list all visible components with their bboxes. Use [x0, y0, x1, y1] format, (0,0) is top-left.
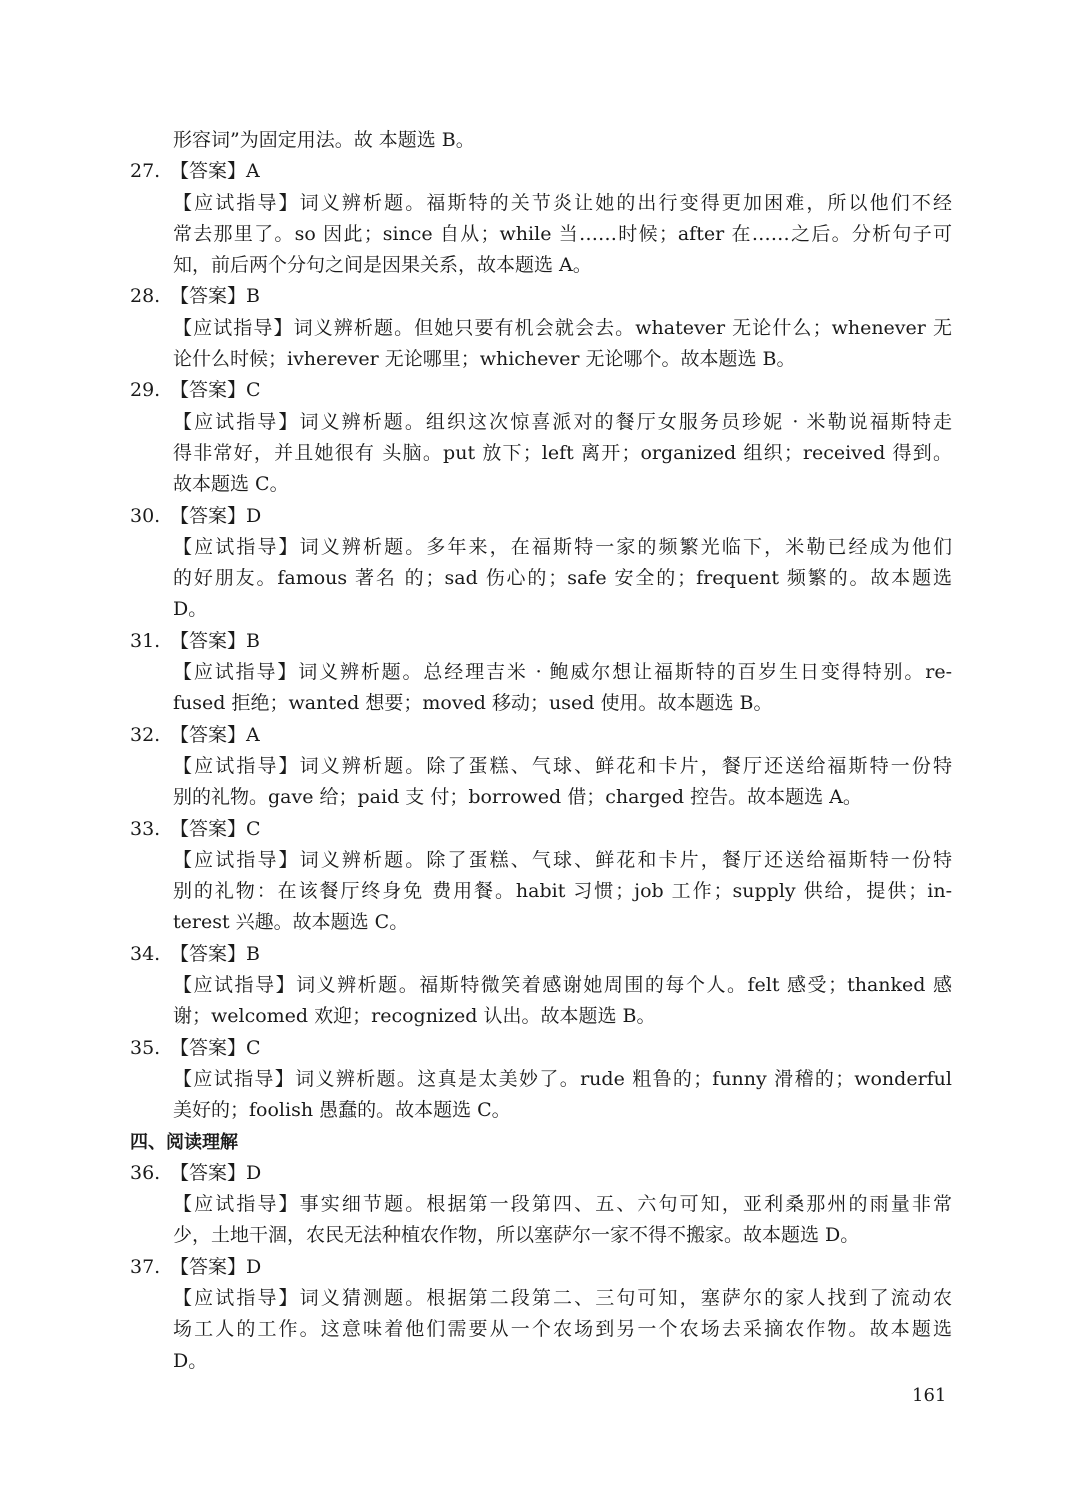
- answer-item: [130, 1252, 952, 1377]
- answer-label: 【答案】B: [170, 942, 260, 965]
- question-number: 34.: [130, 942, 161, 965]
- answer-line: [130, 720, 952, 751]
- question-number: 33.: [130, 817, 161, 840]
- question-number: 27.: [130, 160, 161, 183]
- guide-line: 【应试指导】词义辨析题。除了蛋糕、气球、鲜花和卡片，餐厅还送给福斯特一份特: [173, 754, 952, 777]
- answer-list: [130, 156, 952, 1126]
- question-number: 32.: [130, 723, 161, 746]
- answer-label: 【答案】B: [170, 285, 260, 308]
- question-number: 35.: [130, 1036, 161, 1059]
- answer-item: [130, 501, 952, 626]
- guide-line: 【应试指导】词义辨析题。这真是太美妙了。rude 粗鲁的；funny 滑稽的；wonderful: [173, 1067, 952, 1090]
- answer-line: [130, 156, 952, 187]
- guide-line: 的好朋友。famous 著名 的；sad 伤心的；safe 安全的；frequent 频繁的。故本题选: [173, 567, 952, 590]
- guide-line: 故本题选 C。: [173, 473, 289, 496]
- answer-line: [130, 501, 952, 532]
- question-number: 31.: [130, 629, 161, 652]
- guide-line: 少，土地干涸，农民无法种植农作物，所以塞萨尔一家不得不搬家。故本题选 D。: [173, 1224, 860, 1247]
- question-number: 30.: [130, 504, 161, 527]
- guide-line: 【应试指导】事实细节题。根据第一段第四、五、六句可知，亚利桑那州的雨量非常: [173, 1193, 952, 1216]
- answer-item: [130, 939, 952, 1033]
- answer-item: [130, 281, 952, 375]
- page-content: [130, 125, 952, 1377]
- answer-item: [130, 156, 952, 281]
- answer-line: [130, 375, 952, 406]
- guide-line: 别的礼物。gave 给；paid 支 付；borrowed 借；charged 控告。故本题选 A。: [173, 786, 862, 809]
- guide-line: terest 兴趣。故本题选 C。: [173, 911, 409, 934]
- question-number: 36.: [130, 1161, 161, 1184]
- guide-line: 【应试指导】词义辨析题。但她只要有机会就会去。whatever 无论什么；whenever 无: [173, 316, 952, 339]
- guide-line: 谢；welcomed 欢迎；recognized 认出。故本题选 B。: [173, 1005, 656, 1028]
- answer-line: [130, 1158, 952, 1189]
- answer-label: 【答案】A: [170, 723, 260, 746]
- section-heading: 四、阅读理解: [130, 1131, 238, 1153]
- guide-line: 【应试指导】词义辨析题。总经理吉米 · 鲍威尔想让福斯特的百岁生日变得特别。re-: [173, 661, 952, 684]
- question-number: 37.: [130, 1255, 161, 1278]
- guide-line: 常去那里了。so 因此；since 自从；while 当……时候；after 在……之后。分析句子可: [173, 222, 952, 245]
- guide-line: 【应试指导】词义辨析题。福斯特的关节炎让她的出行变得更加困难，所以他们不经: [173, 191, 952, 214]
- answer-item: [130, 720, 952, 814]
- guide-line: 场工人的工作。这意味着他们需要从一个农场到另一个农场去采摘农作物。故本题选: [173, 1318, 952, 1341]
- answer-line: [130, 939, 952, 970]
- question-number: 29.: [130, 379, 161, 402]
- answer-label: 【答案】C: [170, 817, 261, 840]
- guide-line: 【应试指导】词义辨析题。多年来，在福斯特一家的频繁光临下，米勒已经成为他们: [173, 535, 952, 558]
- guide-line: 【应试指导】词义辨析题。组织这次惊喜派对的餐厅女服务员珍妮 · 米勒说福斯特走: [173, 410, 952, 433]
- guide-line: 论什么时候；ivherever 无论哪里；whichever 无论哪个。故本题选 B。: [173, 348, 796, 371]
- answer-list-reading: [130, 1158, 952, 1377]
- question-number: 28.: [130, 285, 161, 308]
- guide-line: 【应试指导】词义辨析题。福斯特微笑着感谢她周围的每个人。felt 感受；thanked 感: [173, 974, 952, 997]
- guide-line: 知，前后两个分句之间是因果关系，故本题选 A。: [173, 254, 592, 277]
- guide-line: fused 拒绝；wanted 想要；moved 移动；used 使用。故本题选 B。: [173, 692, 773, 715]
- answer-line: [130, 814, 952, 845]
- answer-line: [130, 281, 952, 312]
- answer-item: [130, 626, 952, 720]
- answer-item: [130, 375, 952, 500]
- answer-label: 【答案】D: [170, 1161, 262, 1184]
- answer-line: [130, 626, 952, 657]
- guide-line: 【应试指导】词义猜测题。根据第二段第二、三句可知，塞萨尔的家人找到了流动农: [173, 1286, 952, 1309]
- answer-label: 【答案】D: [170, 1255, 262, 1278]
- guide-line: D。: [173, 598, 208, 621]
- guide-line: 美好的；foolish 愚蠢的。故本题选 C。: [173, 1099, 511, 1122]
- guide-line: 【应试指导】词义辨析题。除了蛋糕、气球、鲜花和卡片，餐厅还送给福斯特一份特: [173, 848, 952, 871]
- answer-line: [130, 1252, 952, 1283]
- answer-label: 【答案】B: [170, 629, 260, 652]
- answer-label: 【答案】C: [170, 1036, 261, 1059]
- answer-label: 【答案】A: [170, 160, 260, 183]
- guide-line: 得非常好，并且她很有 头脑。put 放下；left 离开；organized 组织；received 得到。: [173, 441, 952, 464]
- intro-line: 形容词”为固定用法。故 本题选 B。: [173, 129, 475, 151]
- answer-label: 【答案】D: [170, 504, 262, 527]
- answer-item: [130, 814, 952, 939]
- guide-line: D。: [173, 1349, 208, 1372]
- guide-line: 别的礼物：在该餐厅终身免 费用餐。habit 习惯；job 工作；supply 供给，提供；in-: [173, 880, 952, 903]
- answer-line: [130, 1033, 952, 1064]
- answer-item: [130, 1033, 952, 1127]
- answer-label: 【答案】C: [170, 379, 261, 402]
- page-number: 161: [912, 1385, 947, 1406]
- answer-item: [130, 1158, 952, 1252]
